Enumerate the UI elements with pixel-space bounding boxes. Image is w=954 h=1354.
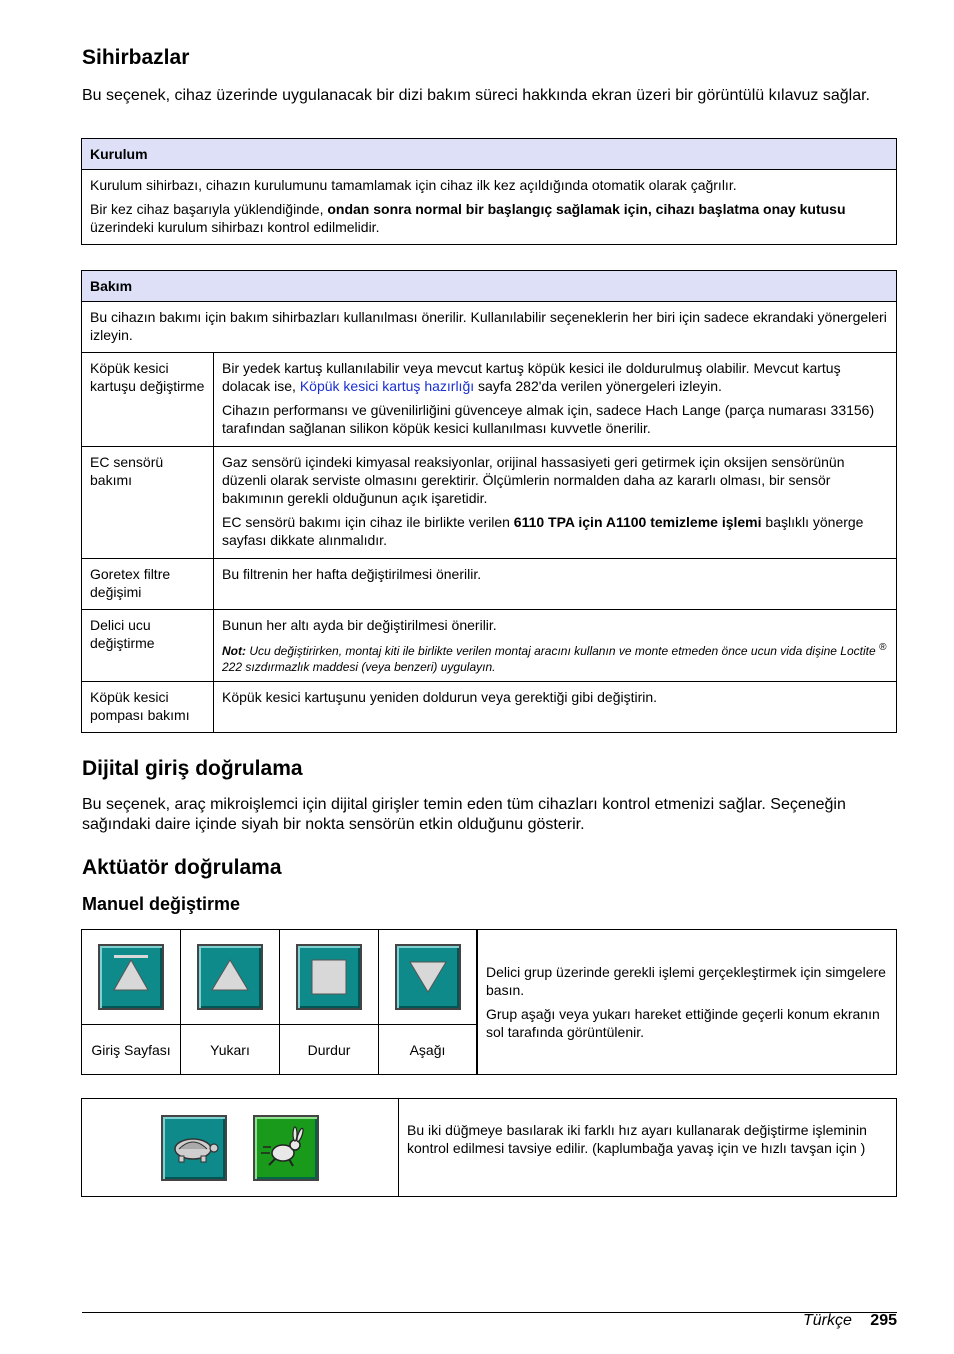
up-button[interactable] — [197, 944, 263, 1010]
table-row — [82, 682, 897, 733]
row-label: Goretex filtre değişimi — [82, 559, 214, 610]
down-button-cell — [379, 930, 478, 1025]
row-label: EC sensörü bakımı — [82, 447, 214, 559]
row-label: Köpük kesici kartuşu değiştirme — [82, 353, 214, 447]
setup-table-body — [82, 170, 897, 245]
rabbit-icon — [255, 1117, 317, 1179]
home-icon — [100, 946, 162, 1008]
row-content: Gaz sensörü içindeki kimyasal reaksiyonlar, orijinal hassasiyeti geri getirmek için oksijen sensörünün düzenli olarak serviste olmasını gerektirir. Ölçümlerin normalden daha az kararlı olması, bir sensör bakımının gerekli olduğunun açık işaretidir. EC sensörü bakımı için cihaz ile birlikte verilen 6110 TPA için A1100 temizleme işlemi başlıklı yönerge sayfası dikkate alınmalıdır. — [214, 447, 897, 559]
row-content: Bu filtrenin her hafta değiştirilmesi önerilir. — [214, 559, 897, 610]
up-button-cell — [181, 930, 280, 1025]
footer-language: Türkçe — [802, 1312, 852, 1329]
section-title-digital: Dijital giriş doğrulama — [82, 757, 303, 780]
turtle-icon — [163, 1117, 225, 1179]
up-arrow-icon — [199, 946, 261, 1008]
maintenance-table — [81, 270, 897, 733]
manual-buttons-table — [81, 929, 897, 1075]
down-button[interactable] — [395, 944, 461, 1010]
row-label: Delici ucu değiştirme — [82, 610, 214, 682]
footer — [803, 1312, 897, 1330]
subsection-title-manual: Manuel değiştirme — [82, 894, 241, 914]
row-label: Köpük kesici pompası bakımı — [82, 682, 214, 733]
section-title-wizards: Sihirbazlar — [82, 46, 190, 69]
home-button-cell — [82, 930, 181, 1025]
row-content: Bir yedek kartuş kullanılabilir veya mevcut kartuş köpük kesici ile doldurulmuş olabilir. Mevcut kartuş dolacak ise, Köpük kesici kartuş hazırlığı sayfa 282'da verilen yönergeleri izleyin. Cihazın performansı ve güvenilirliğini güvenceye almak için, sadece Hach Lange (parça numarası 33156) tarafından sağlanan silikon köpük kesici kullanılması kuvvetle önerilir. — [214, 353, 897, 447]
setup-table-header: Kurulum — [82, 139, 897, 170]
down-button-label: Aşağı — [379, 1025, 478, 1075]
maintenance-intro: Bu cihazın bakımı için bakım sihirbazları kullanılması önerilir. Kullanılabilir seçeneklerin her biri için sadece ekrandaki yönergeleri izleyin. — [82, 302, 897, 353]
stop-button-label: Durdur — [280, 1025, 379, 1075]
maintenance-table-header: Bakım — [82, 271, 897, 302]
speed-buttons-cell — [82, 1099, 399, 1197]
home-button-label: Giriş Sayfası — [82, 1025, 181, 1075]
speed-buttons-description: Bu iki düğmeye basılarak iki farklı hız ayarı kullanarak değiştirme işleminin kontrol edilmesi tavsiye edilir. (kaplumbağa yavaş için ve hızlı tavşan için ) — [399, 1099, 897, 1197]
stop-icon — [298, 946, 360, 1008]
stop-button[interactable] — [296, 944, 362, 1010]
stop-button-cell — [280, 930, 379, 1025]
note: Not: Ucu değiştirirken, montaj kiti ile birlikte verilen montaj aracını kullanın ve monte etmeden önce ucun vida dişine Loctite ® 222 sızdırmazlık maddesi (veya benzeri) uygulayın. — [222, 642, 887, 674]
speed-buttons-table — [81, 1098, 897, 1197]
section-title-actuator: Aktüatör doğrulama — [82, 856, 282, 879]
wizards-intro: Bu seçenek, cihaz üzerinde uygulanacak bir dizi bakım süreci hakkında ekran üzeri bir görüntülü kılavuz sağlar. — [82, 87, 870, 104]
slow-speed-button[interactable] — [161, 1115, 227, 1181]
row-content: Köpük kesici kartuşunu yeniden doldurun veya gerektiği gibi değiştirin. — [214, 682, 897, 733]
setup-p1: Kurulum sihirbazı, cihazın kurulumunu tamamlamak için cihaz ilk kez açıldığında otomatik olarak çağrılır. — [90, 177, 737, 193]
row-content: Bunun her altı ayda bir değiştirilmesi önerilir. Not: Ucu değiştirirken, montaj kiti ile birlikte verilen montaj aracını kullanın ve monte etmeden önce ucun vida dişine Loctite ® 222 sızdırmazlık maddesi (veya benzeri) uygulayın. — [214, 610, 897, 682]
table-row — [82, 559, 897, 610]
up-button-label: Yukarı — [181, 1025, 280, 1075]
manual-buttons-description: Delici grup üzerinde gerekli işlemi gerçekleştirmek için simgelere basın. Grup aşağı veya yukarı hareket ettiğinde geçerli konum ekranın sol tarafında görüntülenir. — [477, 930, 897, 1075]
page-number: 295 — [870, 1312, 897, 1329]
digital-text: Bu seçenek, araç mikroişlemci için dijital girişler temin eden tüm cihazları kontrol etmenizi sağlar. Seçeneğin sağındaki daire içinde siyah bir nokta sensörün etkin olduğunu gösterir. — [82, 796, 846, 833]
fast-speed-button[interactable] — [253, 1115, 319, 1181]
footer-rule — [82, 1312, 897, 1313]
table-row — [82, 447, 897, 559]
table-row — [82, 610, 897, 682]
home-button[interactable] — [98, 944, 164, 1010]
table-row — [82, 353, 897, 447]
setup-table — [81, 138, 897, 245]
setup-p2: Bir kez cihaz başarıyla yüklendiğinde, ondan sonra normal bir başlangıç sağlamak için, cihazı başlatma onay kutusu üzerindeki kurulum sihirbazı kontrol edilmelidir. — [90, 201, 846, 235]
antifoam-cartridge-link[interactable]: Köpük kesici kartuş hazırlığı — [299, 378, 475, 394]
down-arrow-icon — [397, 946, 459, 1008]
